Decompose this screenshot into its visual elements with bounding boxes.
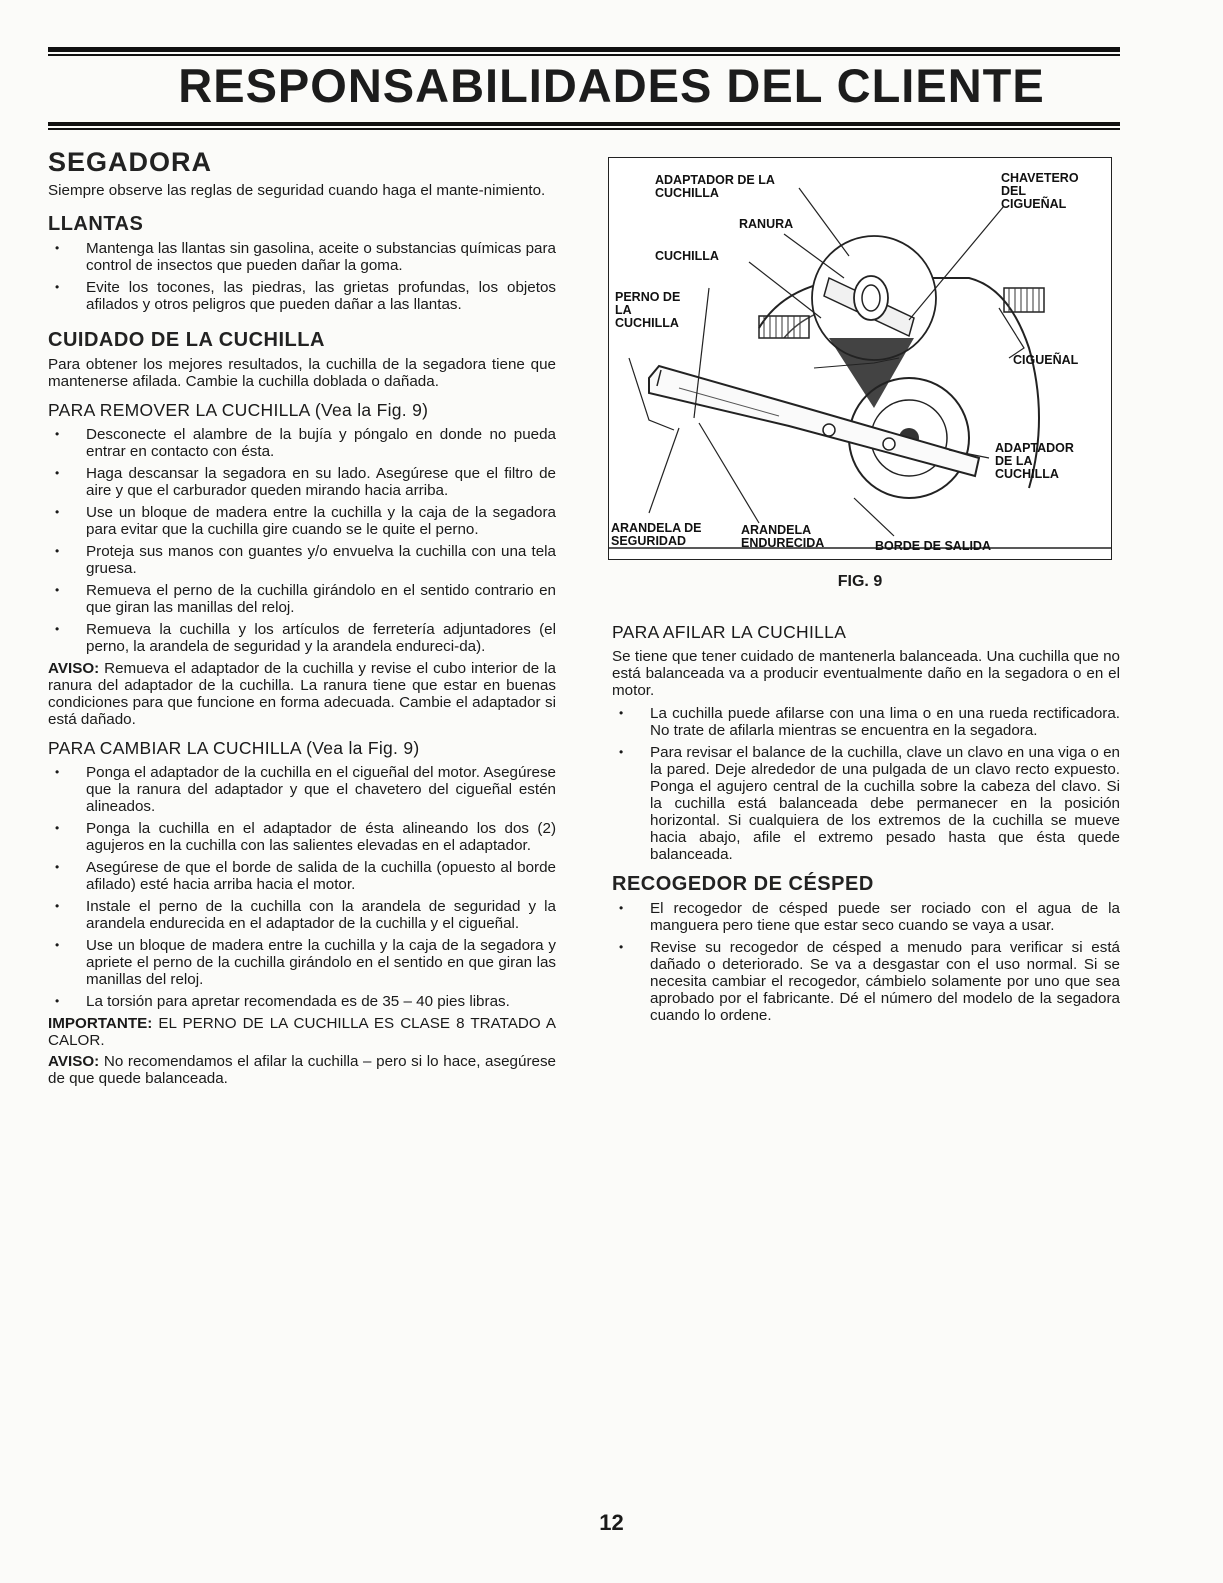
- top-rule-thin: [48, 54, 1120, 56]
- label-cuchilla: CUCHILLA: [655, 249, 719, 263]
- recogedor-list: [612, 900, 1120, 1024]
- list-item: • Ponga la cuchilla en el adaptador de ésta alineando los dos (2) agujeros en la cuchilla con las salientes elevadas en el adaptador.: [48, 820, 556, 854]
- aviso-label: AVISO:: [48, 660, 100, 677]
- list-item: • Use un bloque de madera entre la cuchilla y la caja de la segadora y apriete el perno de la cuchilla girándolo en el sentido en que giran las manillas del reloj.: [48, 937, 556, 988]
- label-cigueñal: CIGUEÑAL: [1013, 353, 1079, 367]
- label-chavetero: CHAVETERO DEL CIGUEÑAL: [1001, 171, 1079, 211]
- page-title: RESPONSABILIDADES DEL CLIENTE: [178, 59, 1045, 112]
- list-item: • La torsión para apretar recomendada es de 35 – 40 pies libras.: [48, 993, 556, 1010]
- section-heading-llantas: LLANTAS: [48, 213, 144, 235]
- figure-9-blade-diagram: [608, 157, 1112, 560]
- label-perno: PERNO DE LA CUCHILLA: [615, 290, 681, 330]
- list-item: • Para revisar el balance de la cuchilla, clave un clavo en una viga o en la pared. Deje alrededor de una pulgada de un clavo recto expuesto. Ponga el agujero central de la cuchilla sobre la cabeza del clavo. Si la cuchilla está balanceada debe permanecer en la posición horizontal. Si cualquiera de los extremos de la cuchilla se mueve hacia abajo, afile el extremo pesado hasta que ésta quede balanceada.: [612, 744, 1120, 863]
- list-item: • Haga descansar la segadora en su lado. Asegúrese que el filtro de aire y que el carburador queden mirando hacia arriba.: [48, 465, 556, 499]
- title-bottom-rule-thin: [48, 128, 1120, 130]
- label-arandela-seguridad: ARANDELA DE SEGURIDAD: [611, 521, 702, 548]
- list-item: • Asegúrese de que el borde de salida de la cuchilla (opuesto al borde afilado) esté hacia arriba hacia el motor.: [48, 859, 556, 893]
- remover-aviso: [48, 660, 556, 728]
- label-borde-salida: BORDE DE SALIDA: [875, 539, 991, 553]
- list-item: • El recogedor de césped puede ser rociado con el agua de la manguera pero tiene que estar seco cuando se vaya a usar.: [612, 900, 1120, 934]
- figure-caption: FIG. 9: [837, 573, 883, 590]
- cambiar-list: [48, 764, 556, 1010]
- list-item: • Evite los tocones, las piedras, las grietas profundas, los objetos afilados y otros peligros que pueden dañar a las llantas.: [48, 279, 556, 313]
- subheading-remover: PARA REMOVER LA CUCHILLA (Vea la Fig. 9): [48, 400, 429, 420]
- title-bottom-rule: [48, 122, 1120, 126]
- section-heading-recogedor: RECOGEDOR DE CÉSPED: [612, 873, 874, 895]
- list-item: • Desconecte el alambre de la bujía y póngalo en donde no pueda entrar en contacto con ésta.: [48, 426, 556, 460]
- importante-note: [48, 1015, 556, 1049]
- top-rule: [48, 47, 1120, 52]
- segadora-intro: Siempre observe las reglas de seguridad cuando haga el mante-nimiento.: [48, 182, 546, 199]
- llantas-list: [48, 240, 556, 313]
- list-item: • Proteja sus manos con guantes y/o envuelva la cuchilla con una tela gruesa.: [48, 543, 556, 577]
- list-item: • La cuchilla puede afilarse con una lima o en una rueda rectificadora. No trate de afilarla mientras se encuentra en la segadora.: [612, 705, 1120, 739]
- list-item: • Revise su recogedor de césped a menudo para verificar si está dañado o deteriorado. Se va a desgastar con el uso normal. Si se necesita cambiar el recogedor, cámbielo solamente por uno que sea aprobado por el fabricante. Dé el número del modelo de la segadora cuando lo ordene.: [612, 939, 1120, 1024]
- section-heading-segadora: SEGADORA: [48, 147, 213, 177]
- list-item: • Mantenga las llantas sin gasolina, aceite o substancias químicas para control de insectos que pueden dañar la goma.: [48, 240, 556, 274]
- label-adaptador-right: ADAPTADOR DE LA CUCHILLA: [995, 441, 1074, 481]
- list-item: • Remueva el perno de la cuchilla girándolo en el sentido contrario en que giran las manillas del reloj.: [48, 582, 556, 616]
- label-adaptador-top: ADAPTADOR DE LA CUCHILLA: [655, 173, 775, 200]
- afilar-list: [612, 705, 1120, 863]
- afilar-intro: Se tiene que tener cuidado de mantenerla balanceada. Una cuchilla que no está balanceada va a producir eventualmente daño en la segadora o en el motor.: [612, 648, 1120, 699]
- subheading-cambiar: PARA CAMBIAR LA CUCHILLA (Vea la Fig. 9): [48, 738, 420, 758]
- remover-list: [48, 426, 556, 655]
- list-item: • Use un bloque de madera entre la cuchilla y la caja de la segadora para evitar que la cuchilla gire cuando se le quite el perno.: [48, 504, 556, 538]
- label-ranura: RANURA: [739, 217, 794, 231]
- left-column: [48, 147, 556, 1087]
- aviso-text: Remueva el adaptador de la cuchilla y revise el cubo interior de la ranura del adaptador de la cuchilla. La ranura tiene que estar en buenas condiciones para que funcione en forma adecuada. Cambie el adaptador si está dañado.: [48, 660, 556, 728]
- list-item: • Ponga el adaptador de la cuchilla en el cigueñal del motor. Asegúrese que la ranura del adaptador y que el chavetero del cigueñal estén alineados.: [48, 764, 556, 815]
- section-heading-cuidado: CUIDADO DE LA CUCHILLA: [48, 329, 325, 351]
- aviso-text: No recomendamos el afilar la cuchilla – pero si lo hace, asegúrese de que quede balanceada.: [48, 1053, 556, 1087]
- page-number: 12: [599, 1510, 624, 1535]
- list-item: • Remueva la cuchilla y los artículos de ferretería adjuntadores (el perno, la arandela de seguridad y la arandela endureci-da).: [48, 621, 556, 655]
- list-item: • Instale el perno de la cuchilla con la arandela de seguridad y la arandela endurecida en el adaptador de la cuchilla y el cigueñal.: [48, 898, 556, 932]
- label-arandela-endurecida: ARANDELA ENDURECIDA: [741, 523, 825, 550]
- importante-text: EL PERNO DE LA CUCHILLA ES CLASE 8 TRATADO A CALOR.: [48, 1015, 556, 1049]
- importante-label: IMPORTANTE:: [48, 1015, 153, 1032]
- right-column: [612, 622, 1120, 1029]
- subheading-afilar: PARA AFILAR LA CUCHILLA: [612, 622, 847, 642]
- aviso-label: AVISO:: [48, 1053, 100, 1070]
- cambiar-aviso: [48, 1053, 556, 1087]
- cuidado-intro: Para obtener los mejores resultados, la cuchilla de la segadora tiene que mantenerse afilada. Cambie la cuchilla doblada o dañada.: [48, 356, 556, 390]
